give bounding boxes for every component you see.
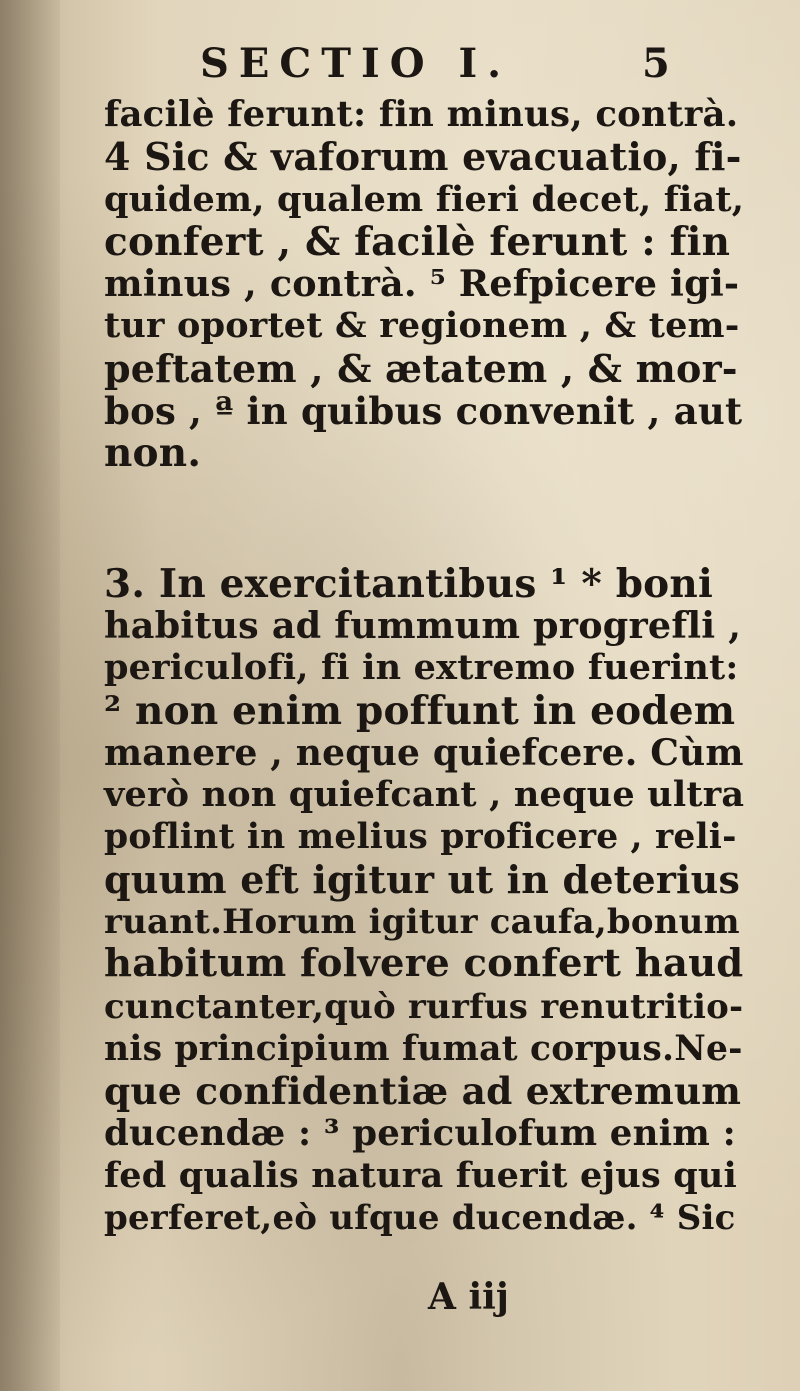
running-head: SECTIO I. [200, 40, 512, 87]
text-line: cunctanter,quò rurfus renutritio- [104, 986, 744, 1027]
text-line: 4 Sic & vaforum evacuatio, fi- [104, 134, 742, 180]
text-line: 3. In exercitantibus ¹ * boni [104, 560, 713, 607]
page-gutter-shadow [0, 0, 60, 1391]
text-line: ducendæ : ³ periculofum enim : [104, 1112, 736, 1154]
text-line: verò non quiefcant , neque ultra [104, 774, 745, 816]
text-line: habitus ad fummum progrefli , [104, 603, 742, 647]
text-line: perferet,eò ufque ducendæ. ⁴ Sic [104, 1198, 736, 1239]
text-line: bos , ª in quibus convenit , aut [104, 389, 743, 434]
page-header [200, 40, 670, 92]
text-line: minus , contrà. ⁵ Refpicere igi- [104, 262, 740, 306]
text-line: tur oportet & regionem , & tem- [104, 305, 740, 347]
text-line: facilè ferunt: fin minus, contrà. [104, 94, 739, 135]
text-line: nis principium fumat corpus.Ne- [104, 1028, 743, 1069]
page-number: 5 [642, 40, 670, 87]
text-line: que confidentiæ ad extremum [104, 1069, 742, 1114]
text-line: non. [104, 430, 202, 477]
text-line: poflint in melius proficere , reli- [104, 817, 737, 858]
text-line: confert , & facilè ferunt : fin [104, 218, 731, 265]
text-line: peftatem , & ætatem , & mor- [104, 345, 738, 391]
text-line: ² non enim poffunt in eodem [104, 687, 736, 734]
paragraph-gap [104, 475, 714, 563]
body-text [104, 94, 745, 1239]
text-line: quum eft igitur ut in deterius [104, 856, 741, 902]
text-line: ruant.Horum igitur caufa,bonum [104, 902, 740, 943]
text-line: periculofi, fi in extremo fuerint: [104, 647, 739, 689]
text-line: manere , neque quiefcere. Cùm [104, 731, 744, 774]
paragraph-1 [104, 94, 745, 477]
text-line: habitum folvere confert haud [104, 941, 744, 987]
signature-mark: A iij [428, 1276, 509, 1318]
text-line: fed qualis natura fuerit ejus qui [104, 1154, 738, 1196]
text-line: quidem, qualem fieri decet, fiat, [104, 178, 745, 220]
paragraph-2 [104, 560, 745, 1240]
